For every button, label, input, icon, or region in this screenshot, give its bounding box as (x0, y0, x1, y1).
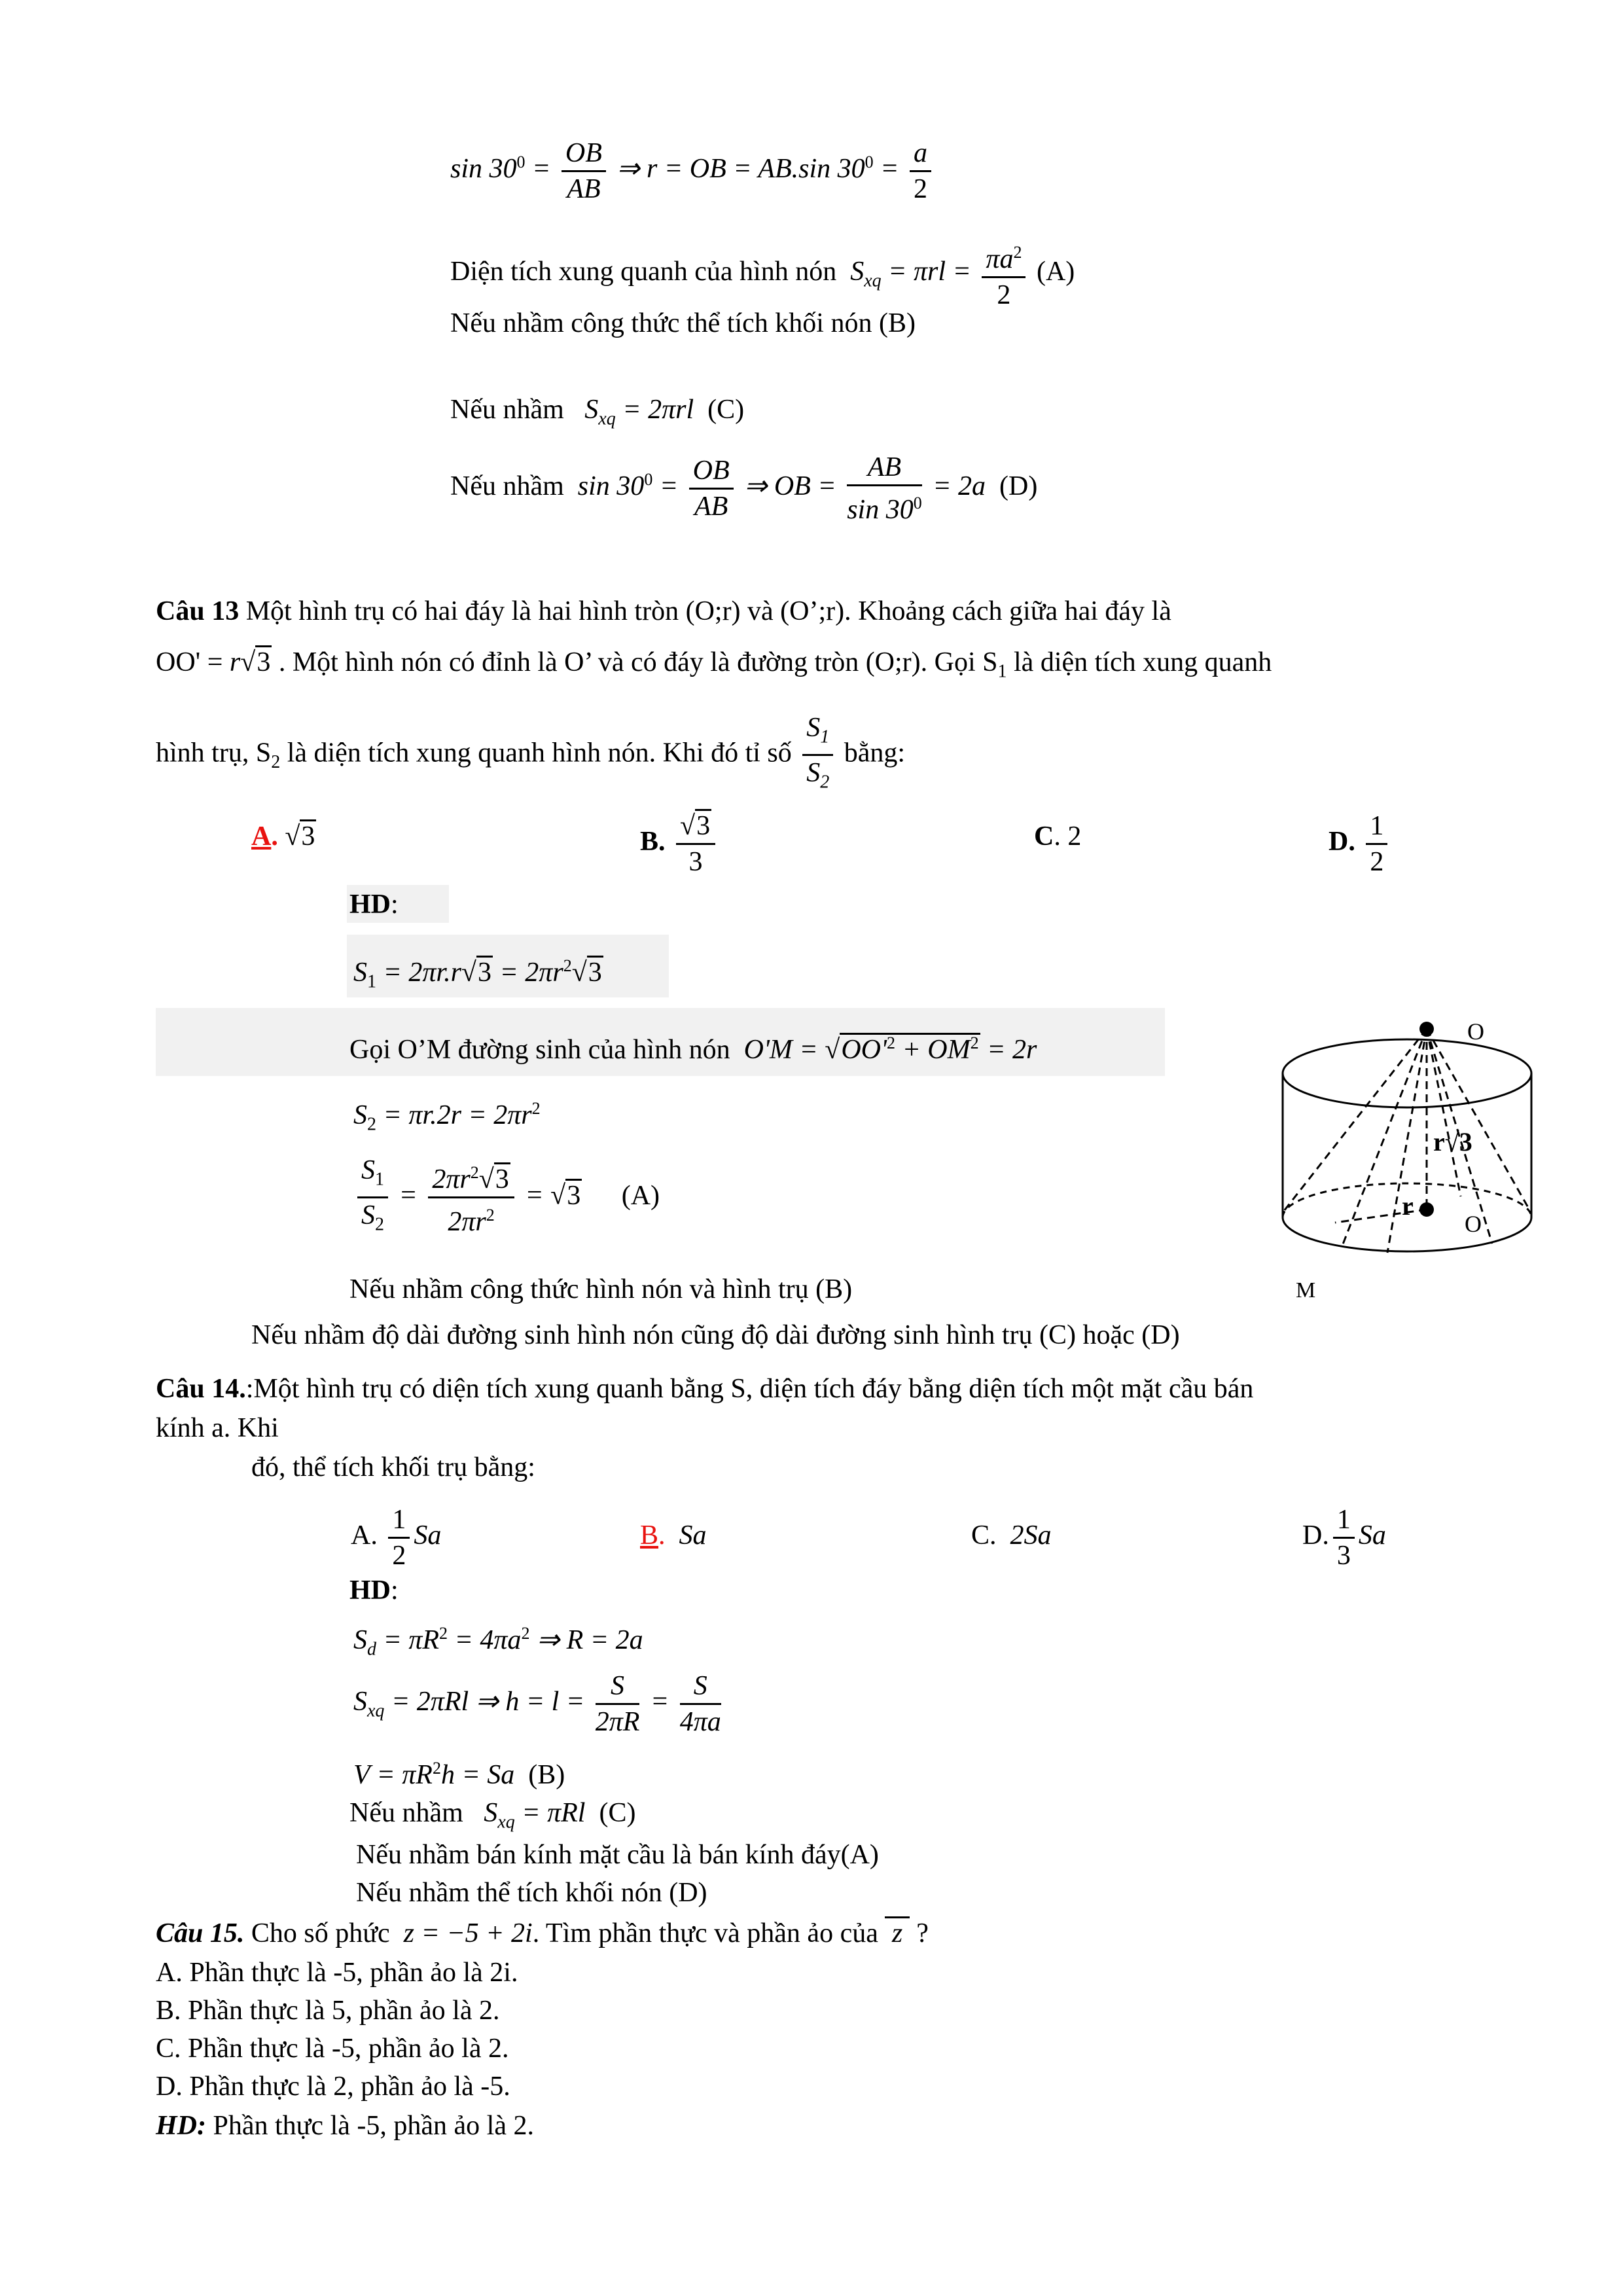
top-line-sxq-error-tag: (C) (707, 395, 745, 425)
q14-error1-text: Nếu nhầm (349, 1798, 463, 1828)
q13-line2-end: là diện tích xung quanh (1007, 647, 1272, 677)
q14-formula-sxq: $S_{xq} = 2\pi Rl$ ⇒ h = l = $\frac{S}{2\pi R}$ = $\frac{S}{4\pi a}$ (353, 1669, 725, 1739)
q13-error1: Nếu nhầm công thức hình nón và hình trụ (B) (349, 1274, 853, 1304)
formula-sin30-r: $\sin 30^0$ = $\frac{OB}{AB}$ ⇒ r = OB = AB.sin $30^0$ = $\frac{a}{2}$ (450, 136, 935, 206)
q13-option-c (1034, 819, 1081, 853)
label-height: r√3 (1433, 1127, 1472, 1157)
q13-line3-b: là diện tích xung quanh hình nón. Khi đó tỉ số (280, 738, 792, 768)
q13-line1 (156, 594, 1171, 628)
top-line-sxq-error-text: Nếu nhầm (450, 395, 564, 425)
q15-text2: . Tìm phần thực và phần ảo của (532, 1918, 878, 1948)
label-radius: r (1402, 1191, 1414, 1221)
label-center-o: O (1465, 1211, 1482, 1237)
q14-option-d-label: D. (1302, 1520, 1329, 1551)
q14-formula-sd: $S_d = \pi R^2 = 4\pi a^2$ ⇒ R = 2a (353, 1624, 643, 1660)
label-apex-o: O (1467, 1018, 1484, 1045)
top-line-sin-error-tag: (D) (999, 471, 1038, 502)
q14-line1 (156, 1372, 1253, 1406)
cylinder-top-ellipse (1283, 1039, 1531, 1107)
q13-option-c-value: . 2 (1054, 821, 1082, 852)
q13-line3-c: bằng: (844, 738, 906, 768)
top-line-sin-error: Nếu nhầm $\sin 30^0$ = $\frac{OB}{AB}$ ⇒ OB = $\frac{AB}{\sin 30^0}$ = 2a (D) (450, 450, 1037, 527)
q14-line2: kính a. Khi (156, 1413, 279, 1443)
apex-point (1419, 1022, 1434, 1036)
q14-formula-v: $V = \pi R^2h = Sa$ (B) (353, 1759, 565, 1790)
q14-error1: Nếu nhầm $S_{xq} = \pi Rl$ (C) (349, 1798, 636, 1833)
cylinder-cone-figure (1270, 1001, 1544, 1309)
q14-option-b-label: B (640, 1520, 659, 1551)
q13-ratio-tag: (A) (621, 1180, 660, 1211)
q13-line3: hình trụ, $S_2$ là diện tích xung quanh hình nón. Khi đó tỉ số $\frac{S_1}{S_2}$ bằng: (156, 711, 905, 800)
label-m: M (1296, 1278, 1316, 1302)
q13-line1-text: Một hình trụ có hai đáy là hai hình tròn (O;r) và (O’;r). Khoảng cách giữa hai đáy là (245, 596, 1171, 626)
q15-question: Câu 15. Cho số phức z = −5 + 2i. Tìm phần thực và phần ảo của z ? (156, 1916, 929, 1950)
top-line-sxq: Diện tích xung quanh của hình nón $S_{xq} = \pi rl$ = $\frac{\pi a^2}{2}$ (A) (450, 236, 1075, 312)
q13-gom: Gọi O’M đường sinh của hình nón $O'M = √OO'^2 + OM^2 = 2r$ (349, 1033, 1037, 1065)
q13-s2-formula: $S_2 = \pi r.2r = 2\pi r^2$ (353, 1099, 541, 1135)
q13-option-b-label: B. (640, 827, 666, 857)
q15-text: Cho số phức (251, 1918, 390, 1948)
top-line-sxq-error: Nếu nhầm $S_{xq} = 2\pi rl$ (C) (450, 395, 745, 429)
q15-option-a: A. Phần thực là -5, phần ảo là 2i. (156, 1958, 518, 1988)
q13-option-a-label: A (251, 821, 272, 852)
q15-hd (156, 2109, 534, 2143)
q14-option-a-label: A. (351, 1520, 378, 1551)
q13-line2-pre: OO' = (156, 647, 223, 677)
q13-gom-text: Gọi O’M đường sinh của hình nón (349, 1035, 730, 1065)
q14-line3: đó, thể tích khối trụ bằng: (251, 1452, 535, 1482)
center-point (1419, 1202, 1434, 1217)
q15-option-b: B. Phần thực là 5, phần ảo là 2. (156, 1996, 500, 2026)
q14-hd: HD: (349, 1575, 399, 1605)
cylinder-bottom-front (1283, 1217, 1531, 1251)
q13-line2-post: . Một hình nón có đỉnh là O’ và có đáy là đường tròn (O;r). Gọi S (278, 647, 998, 677)
q14-hd-label: HD (349, 1575, 391, 1605)
q13-line3-a: hình trụ, S (156, 738, 272, 768)
q13-line3-sub: 2 (271, 751, 281, 772)
top-line-volume-error: Nếu nhầm công thức thể tích khối nón (B) (450, 308, 916, 338)
q13-option-d: D. $\frac{1}{2}$ (1329, 809, 1391, 879)
q14-error2: Nếu nhầm bán kính mặt cầu là bán kính đáy(A) (356, 1840, 879, 1870)
q13-line2-sub: 1 (997, 661, 1007, 682)
q14-option-d: D. $\frac{1}{3}$ Sa (1302, 1503, 1386, 1573)
q15-hd-label: HD: (156, 2111, 206, 2141)
q13-option-d-label: D. (1329, 827, 1355, 857)
q13-s1-formula: $S_1 = 2\pi r.r√3 = 2\pi r^2√3$ (353, 956, 602, 992)
q13-line2: OO' = r√3 . Một hình nón có đỉnh là O’ và có đáy là đường tròn (O;r). Gọi $S_1$ là diện tích xung quanh (156, 645, 1272, 689)
top-line-sxq-tag: (A) (1036, 257, 1075, 287)
top-line-sin-error-text: Nếu nhầm (450, 471, 564, 502)
q14-error1-tag: (C) (599, 1798, 636, 1828)
q13-ratio-formula: $\frac{S_1}{S_2}$ = $\frac{2\pi r^2√3}{2\pi r^2}$ = √3 (A) (353, 1153, 660, 1242)
q13-option-c-label: C (1034, 821, 1054, 852)
q13-error2: Nếu nhầm độ dài đường sinh hình nón cũng độ dài đường sinh hình trụ (C) hoặc (D) (251, 1320, 1180, 1350)
q15-option-c: C. Phần thực là -5, phần ảo là 2. (156, 2034, 509, 2064)
q14-v-tag: (B) (528, 1760, 565, 1790)
q13-option-a: A. √3 (251, 819, 316, 853)
q14-option-a: A. $\frac{1}{2}$ Sa (351, 1503, 441, 1573)
q14-line1-text: :Một hình trụ có diện tích xung quanh bằng S, diện tích đáy bằng diện tích một mặt cầu bán (245, 1374, 1254, 1404)
q14-option-b: B. Sa (640, 1520, 707, 1551)
q15-label: Câu 15. (156, 1918, 245, 1948)
q15-option-d: D. Phần thực là 2, phần ảo là -5. (156, 2072, 510, 2102)
top-line-sxq-text: Diện tích xung quanh của hình nón (450, 257, 837, 287)
q14-label: Câu 14. (156, 1374, 246, 1404)
q14-error3: Nếu nhầm thể tích khối nón (D) (356, 1878, 707, 1908)
q13-label: Câu 13 (156, 596, 240, 626)
q13-hd-label: HD (349, 889, 391, 920)
q14-option-c: C. 2Sa (971, 1520, 1052, 1551)
q13-hd: HD: (349, 889, 399, 920)
q15-hd-text: Phần thực là -5, phần ảo là 2. (206, 2111, 534, 2141)
q14-option-c-label: C. (971, 1520, 997, 1551)
q13-option-b: B. $\frac{√3}{3}$ (640, 809, 719, 879)
